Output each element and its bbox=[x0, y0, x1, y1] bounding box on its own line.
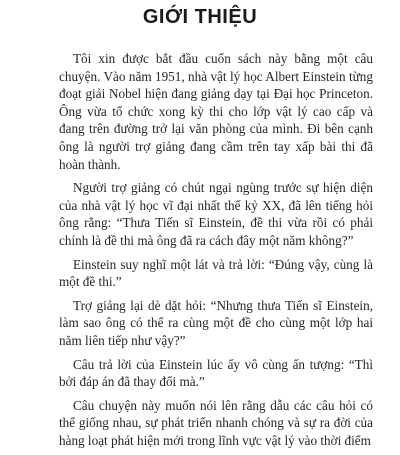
paragraph: Người trợ giảng có chút ngại ngùng trước sự hiện diện của nhà vật lý học vĩ đại nhất thế kỷ XX, đã lên tiếng hỏi ông rằng: “Thưa Tiến sĩ Einstein, đề thi vừa rồi có phải chính là đề thi mà ông đã ra cách đây một năm không?” bbox=[59, 180, 373, 248]
chapter-title: GIỚI THIỆU bbox=[142, 6, 258, 28]
paragraph: Câu chuyện này muốn nói lên rằng dẫu các câu hỏi có thể giống nhau, sự phát triển nhanh chóng và sự ra đời của hàng loạt phát hiện mới trong lĩnh vực vật lý vào thời điểm bbox=[59, 397, 373, 448]
paragraph: Tôi xin được bắt đầu cuốn sách này bằng một câu chuyện. Vào năm 1951, nhà vật lý học Albert Einstein từng đoạt giải Nobel hiện đang giảng dạy tại Đại học Princeton. Ông vừa tổ chức xong kỳ thi cho lớp vật lý cao cấp và đang trên đường trở lại văn phòng của mình. Đi bên cạnh ông là người trợ giảng đang cầm trên tay xấp bài thi đã hoàn thành. bbox=[59, 51, 373, 172]
body-text bbox=[59, 50, 373, 455]
paragraph: Trợ giảng lại dè dặt hỏi: “Nhưng thưa Tiến sĩ Einstein, làm sao ông có thể ra cùng một đề cho cùng một lớp hai năm liên tiếp như vậy?” bbox=[59, 297, 373, 348]
paragraph: Câu trả lời của Einstein lúc ấy vô cùng ấn tượng: “Thì bởi đáp án đã thay đổi mà.” bbox=[59, 356, 373, 390]
paragraph: Einstein suy nghĩ một lát và trả lời: “Đúng vậy, cùng là một đề thi.” bbox=[59, 256, 373, 290]
